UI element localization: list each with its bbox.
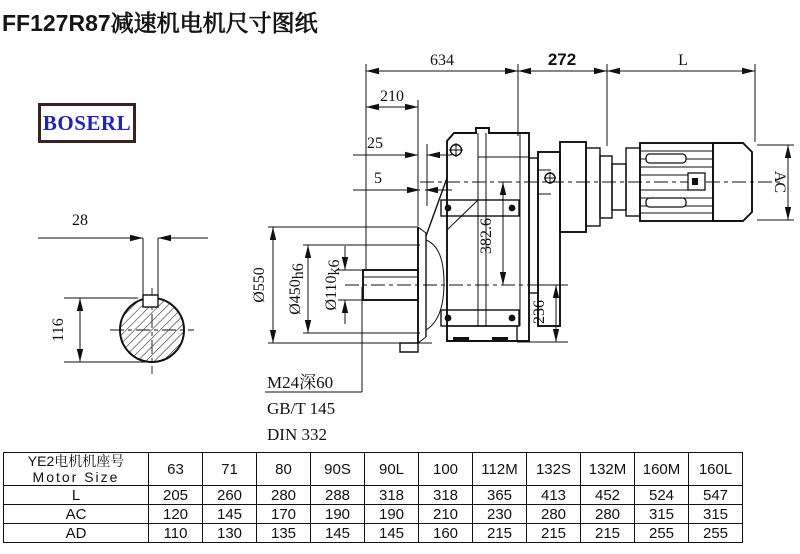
thread-note <box>265 287 362 444</box>
table-cell: 280 <box>257 486 311 505</box>
technical-drawing <box>0 40 800 452</box>
size-col-header: 80 <box>257 453 311 486</box>
table-cell: 365 <box>473 486 527 505</box>
table-cell: 160 <box>419 524 473 543</box>
dim-210 <box>366 88 418 226</box>
table-cell: 280 <box>527 505 581 524</box>
dim-L-label: L <box>678 52 688 69</box>
table-cell: 318 <box>365 486 419 505</box>
row-label: AC <box>4 505 149 524</box>
table-row-L <box>4 486 743 505</box>
table-cell: 145 <box>203 505 257 524</box>
dim-5-label: 5 <box>374 170 382 187</box>
shaft-cross-section <box>110 238 194 374</box>
header-en: Motor Size <box>32 469 120 485</box>
dim-450-label: Ø450h6 <box>287 263 307 315</box>
dim-AC <box>757 145 794 220</box>
dim-5 <box>353 170 452 190</box>
motor-slot-bottom <box>646 198 686 207</box>
table-cell: 215 <box>527 524 581 543</box>
size-col-header: 71 <box>203 453 257 486</box>
table-cell: 255 <box>689 524 743 543</box>
row-label: L <box>4 486 149 505</box>
table-cell: 210 <box>419 505 473 524</box>
size-col-header: 160M <box>635 453 689 486</box>
note-gbt: GB/T 145 <box>267 399 336 418</box>
size-col-header: 63 <box>149 453 203 486</box>
note-din: DIN 332 <box>267 425 327 444</box>
table-cell: 190 <box>365 505 419 524</box>
brand-logo-text: BOSERL <box>42 110 132 135</box>
motor-slot-top <box>646 154 686 163</box>
size-col-header: 132M <box>581 453 635 486</box>
table-cell: 315 <box>635 505 689 524</box>
size-col-header: 90L <box>365 453 419 486</box>
table-cell: 205 <box>149 486 203 505</box>
table-cell: 190 <box>311 505 365 524</box>
table-cell: 135 <box>257 524 311 543</box>
table-header-row <box>4 453 743 486</box>
dim-236-label: 236 <box>531 300 548 324</box>
page-title: FF127R87减速机电机尺寸图纸 <box>2 10 318 36</box>
table-cell: 215 <box>473 524 527 543</box>
dim-210-label: 210 <box>380 88 404 105</box>
dim-634-label: 634 <box>430 52 454 69</box>
table-cell: 170 <box>257 505 311 524</box>
motor-size-table <box>3 452 743 543</box>
table-row-AD <box>4 524 743 543</box>
dim-382-label: 382.6 <box>478 218 495 254</box>
table-cell: 288 <box>311 486 365 505</box>
input-adapter <box>529 142 626 326</box>
table-cell: 145 <box>311 524 365 543</box>
table-cell: 110 <box>149 524 203 543</box>
table-cell: 280 <box>581 505 635 524</box>
size-col-header: 90S <box>311 453 365 486</box>
dim-116-label: 116 <box>50 318 67 342</box>
size-col-header: 112M <box>473 453 527 486</box>
size-col-header: 132S <box>527 453 581 486</box>
table-cell: 547 <box>689 486 743 505</box>
motor-size-header-cell <box>4 453 149 486</box>
output-flange <box>400 178 447 352</box>
header-cn: YE2电机机座号 <box>27 453 125 469</box>
table-cell: 215 <box>581 524 635 543</box>
table-cell: 120 <box>149 505 203 524</box>
dim-110-label: Ø110k6 <box>323 259 343 311</box>
note-m24: M24深60 <box>267 373 334 392</box>
table-cell: 452 <box>581 486 635 505</box>
table-cell: 315 <box>689 505 743 524</box>
table-row-AC <box>4 505 743 524</box>
table-cell: 260 <box>203 486 257 505</box>
dim-AC-label: AC <box>771 170 788 194</box>
table-cell: 145 <box>365 524 419 543</box>
table-cell: 318 <box>419 486 473 505</box>
dim-28 <box>38 212 208 238</box>
dim-25 <box>353 135 452 206</box>
dim-25-label: 25 <box>367 135 383 152</box>
dim-550-label: Ø550 <box>251 267 268 303</box>
dim-382 <box>478 182 503 285</box>
table-cell: 130 <box>203 524 257 543</box>
dim-28-label: 28 <box>72 212 88 229</box>
table-cell: 524 <box>635 486 689 505</box>
table-cell: 230 <box>473 505 527 524</box>
table-cell: 413 <box>527 486 581 505</box>
dim-450 <box>287 245 420 333</box>
row-label: AD <box>4 524 149 543</box>
size-col-header: 160L <box>689 453 743 486</box>
size-col-header: 100 <box>419 453 473 486</box>
table-cell: 255 <box>635 524 689 543</box>
dim-272-label: 272 <box>547 50 577 69</box>
